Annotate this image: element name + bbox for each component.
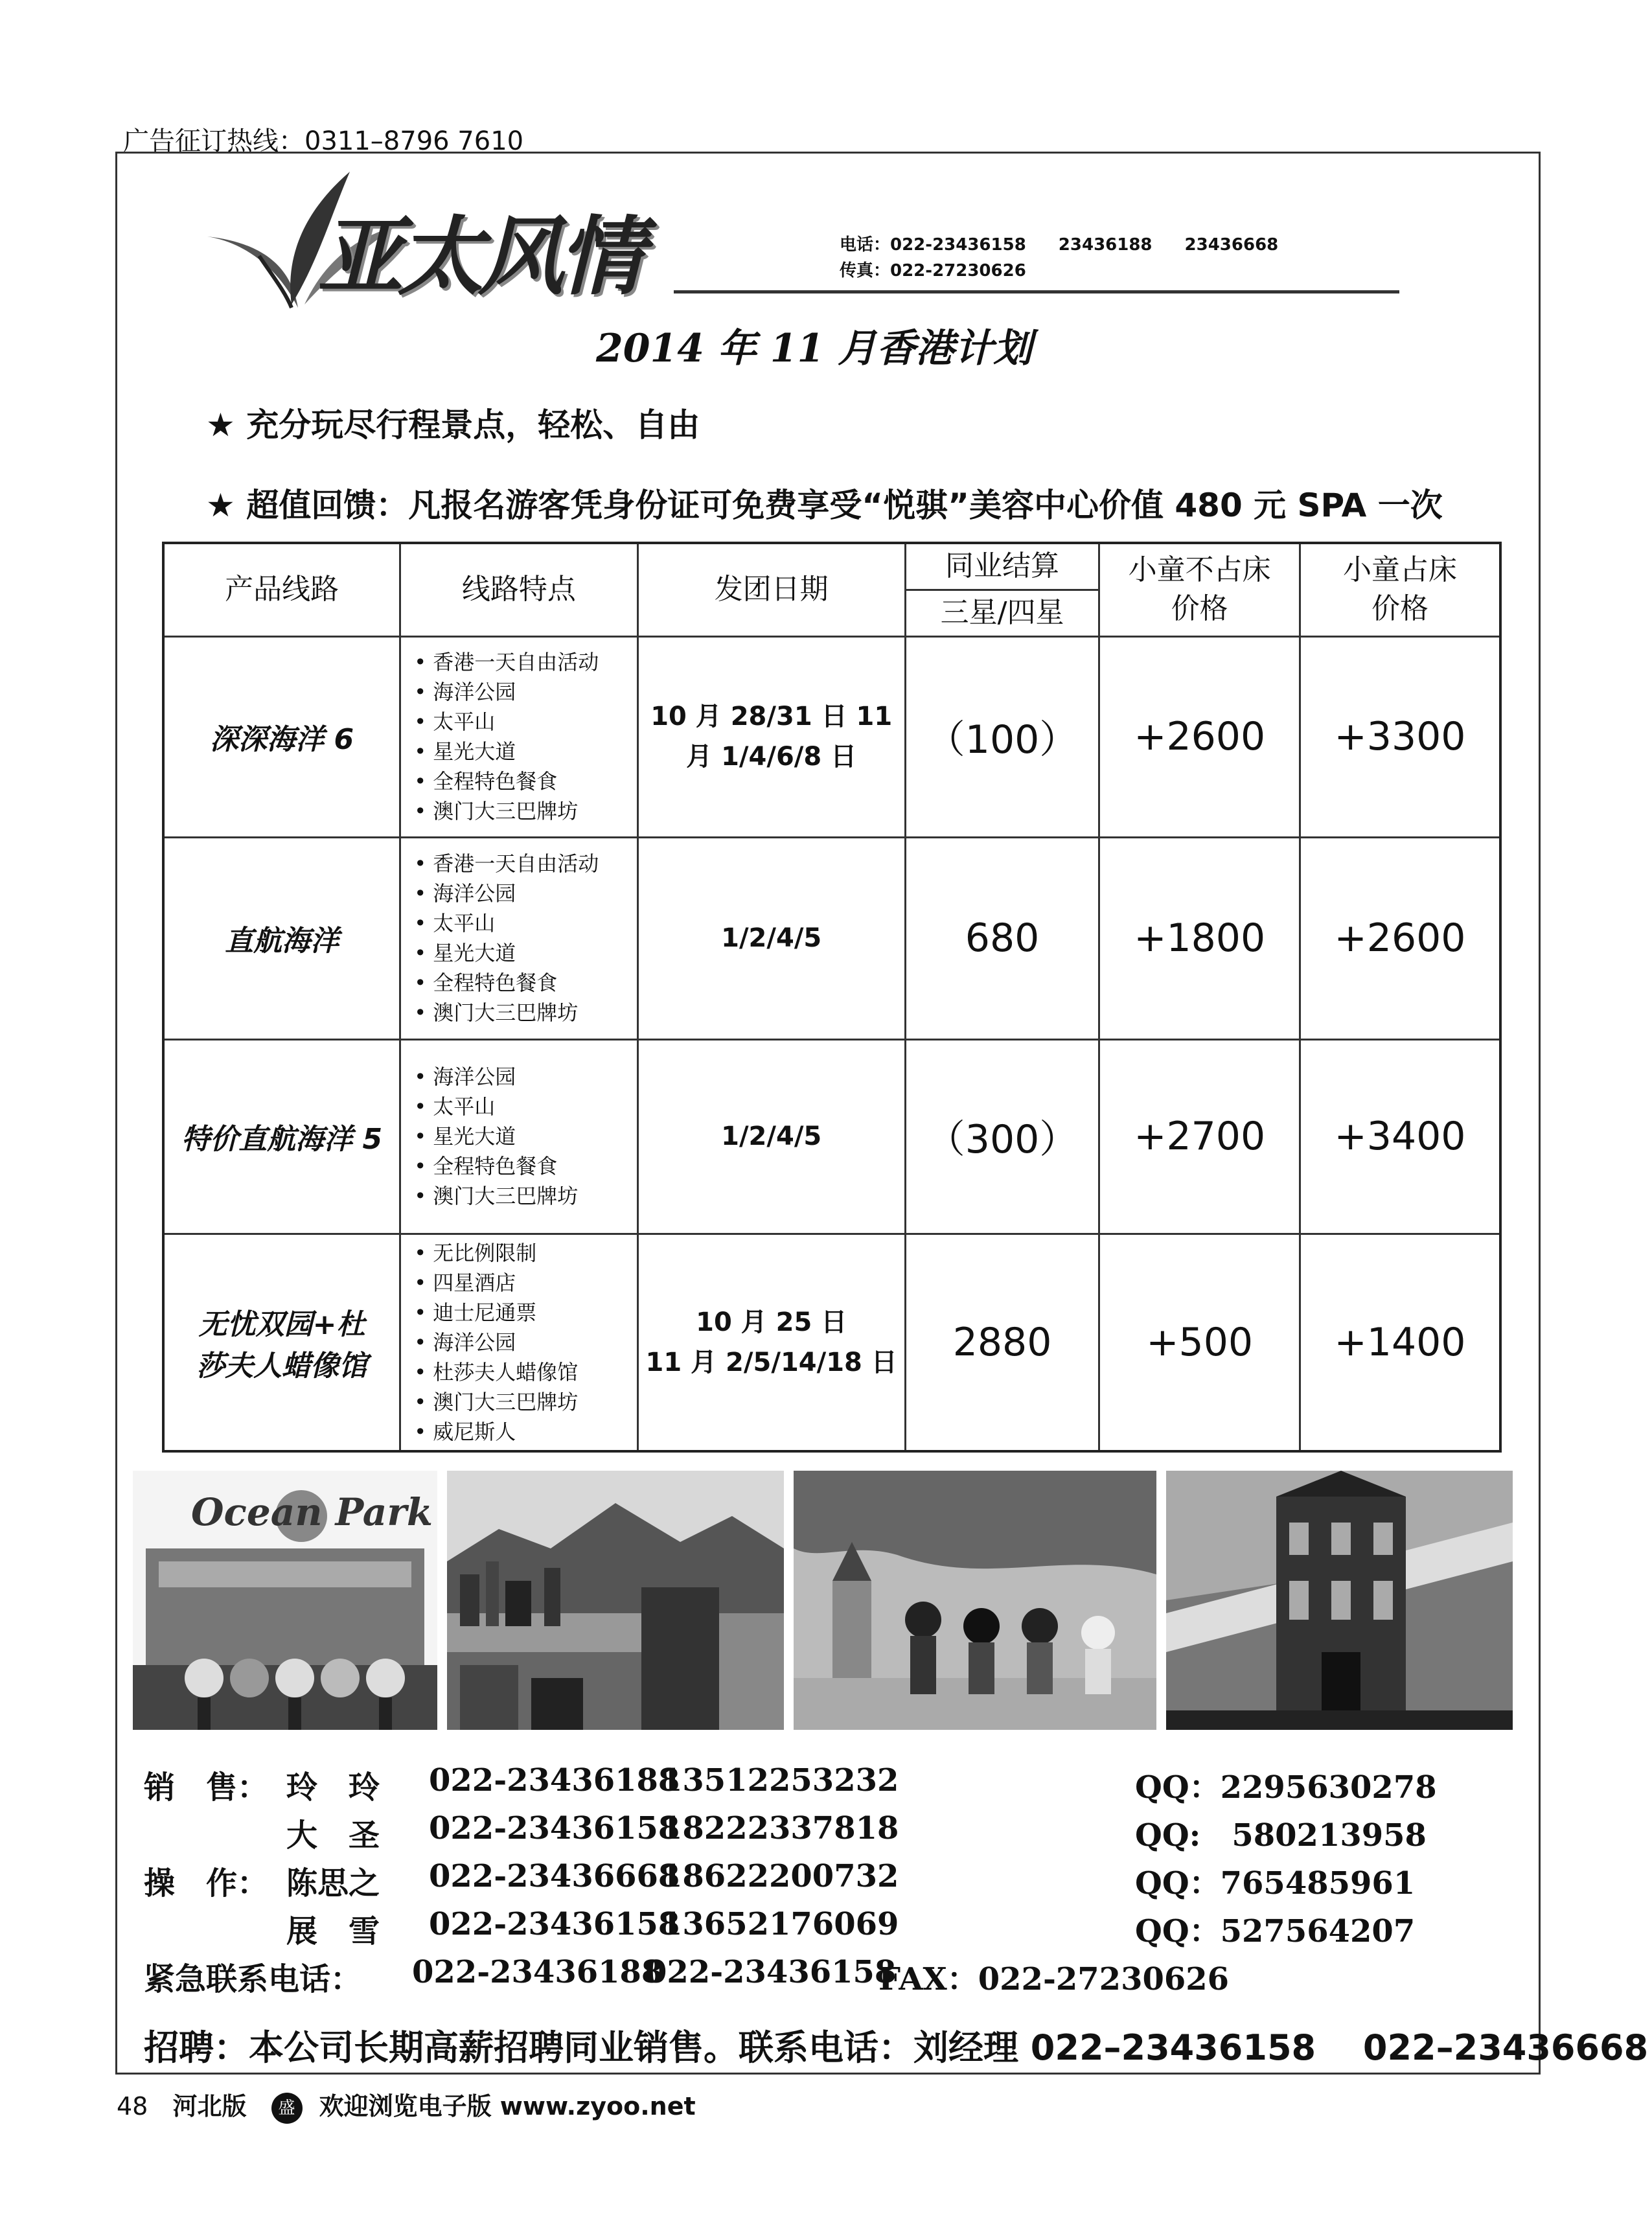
header-date: 发团日期 [637,543,905,636]
child-bed-price: +3300 [1300,636,1500,837]
header-phone: 电话：022-23436158 [840,235,1026,255]
header-child-nobed: 小童不占床价格 [1099,543,1300,636]
website-link[interactable]: 欢迎浏览电子版 www.zyoo.net [319,2092,696,2121]
publisher-badge-icon: 盛 [271,2093,303,2124]
child-nobed-price: +500 [1099,1234,1300,1451]
settle-price: 2880 [905,1234,1099,1451]
child-nobed-price: +1800 [1099,837,1300,1039]
child-bed-price: +2600 [1300,837,1500,1039]
plan-title: 2014 年 11 月香港计划 [596,326,1033,371]
contact-tel: 022-23436668 [429,1858,680,1894]
photo-strip [133,1471,1513,1730]
route-name: 深深海洋 6 [163,636,400,837]
header-child-bed: 小童占床价格 [1300,543,1500,636]
table-row [163,1039,1500,1234]
contact-mobile: 13652176069 [661,1906,899,1942]
child-nobed-price: +2700 [1099,1039,1300,1234]
route-name: 无忧双园+杜莎夫人蜡像馆 [163,1234,400,1451]
emergency-tel-1: 022-23436188 [412,1954,663,1990]
sales-label: 销 售： [144,1769,269,1806]
page-footer [117,2086,713,2124]
brand-logo-text: 亚太风情 [317,207,639,307]
departure-date: 10 月 25 日 11 月 2/5/14/18 日 [637,1234,905,1451]
route-name: 直航海洋 [163,837,400,1039]
settle-price: （100） [905,636,1099,837]
header-phone-3: 23436668 [1184,235,1279,255]
disneyland-photo [794,1471,1156,1730]
contact-tel: 022-23436158 [429,1810,680,1846]
route-features: • 无比例限制 • 四星酒店 • 迪士尼通票 • 海洋公园 • 杜莎夫人蜡像馆 • 澳门大三巴牌坊 • 威尼斯人 [400,1234,637,1451]
table-row [163,636,1500,837]
page-number: 48 [117,2092,148,2121]
hong-kong-skyline-photo [447,1471,784,1730]
settle-price: 680 [905,837,1099,1039]
contact-name: 玲 玲 [286,1769,380,1806]
feature-2: ★ 超值回馈：凡报名游客凭身份证可免费享受“悦骐”美容中心价值 480 元 SPA 一次 [206,487,1443,524]
header-contacts [840,232,1311,284]
contact-mobile: 18622200732 [661,1858,899,1894]
contact-qq: QQ: 580213958 [1135,1817,1427,1854]
feature-1: ★ 充分玩尽行程景点，轻松、自由 [206,406,700,444]
contact-qq: QQ：2295630278 [1135,1769,1437,1806]
table-row [163,1234,1500,1451]
ad-hotline: 广告征订热线：0311–8796 7610 [123,126,524,156]
child-nobed-price: +2600 [1099,636,1300,837]
child-bed-price: +1400 [1300,1234,1500,1451]
edition-label: 河北版 [172,2092,247,2121]
route-features: • 香港一天自由活动 • 海洋公园 • 太平山 • 星光大道 • 全程特色餐食 • 澳门大三巴牌坊 [400,636,637,837]
contact-name: 展 雪 [286,1913,380,1949]
header-fax: 传真：022-27230626 [840,261,1026,281]
header-rule [674,290,1399,293]
route-name: 特价直航海洋 5 [163,1039,400,1234]
contact-name: 大 圣 [286,1817,380,1854]
emergency-label: 紧急联系电话： [144,1961,362,1997]
recruitment-notice: 招聘：本公司长期高薪招聘同业销售。联系电话：刘经理 022–23436158 022–23436668 [144,2027,1649,2068]
header-route: 产品线路 [163,543,400,636]
departure-date: 1/2/4/5 [637,837,905,1039]
header-features: 线路特点 [400,543,637,636]
route-features: • 海洋公园 • 太平山 • 星光大道 • 全程特色餐食 • 澳门大三巴牌坊 [400,1039,637,1234]
header-settle: 同业结算 [905,543,1099,590]
contact-qq: QQ：765485961 [1135,1865,1416,1902]
contact-tel: 022-23436188 [429,1762,680,1799]
departure-date: 1/2/4/5 [637,1039,905,1234]
ocean-park-photo [133,1471,437,1730]
table-row [163,837,1500,1039]
contact-name: 陈思之 [286,1865,380,1902]
emergency-tel-2: 022-23436158 [645,1954,897,1990]
child-bed-price: +3400 [1300,1039,1500,1234]
contact-mobile: 18222337818 [661,1810,899,1846]
ocean-park-sign: Ocean Park [191,1490,433,1534]
header-settle-sub: 三星/四星 [905,590,1099,636]
fax-number: FAX：022-27230626 [878,1961,1230,1997]
departure-date: 10 月 28/31 日 11 月 1/4/6/8 日 [637,636,905,837]
ops-label: 操 作： [144,1865,269,1902]
settle-price: （300） [905,1039,1099,1234]
contact-mobile: 13512253232 [661,1762,899,1799]
ruins-of-st-paul-photo [1166,1471,1513,1730]
contact-tel: 022-23436158 [429,1906,680,1942]
tour-price-table [162,542,1502,1453]
route-features: • 香港一天自由活动 • 海洋公园 • 太平山 • 星光大道 • 全程特色餐食 • 澳门大三巴牌坊 [400,837,637,1039]
contact-qq: QQ：527564207 [1135,1913,1416,1949]
header-phone-2: 23436188 [1058,235,1153,255]
